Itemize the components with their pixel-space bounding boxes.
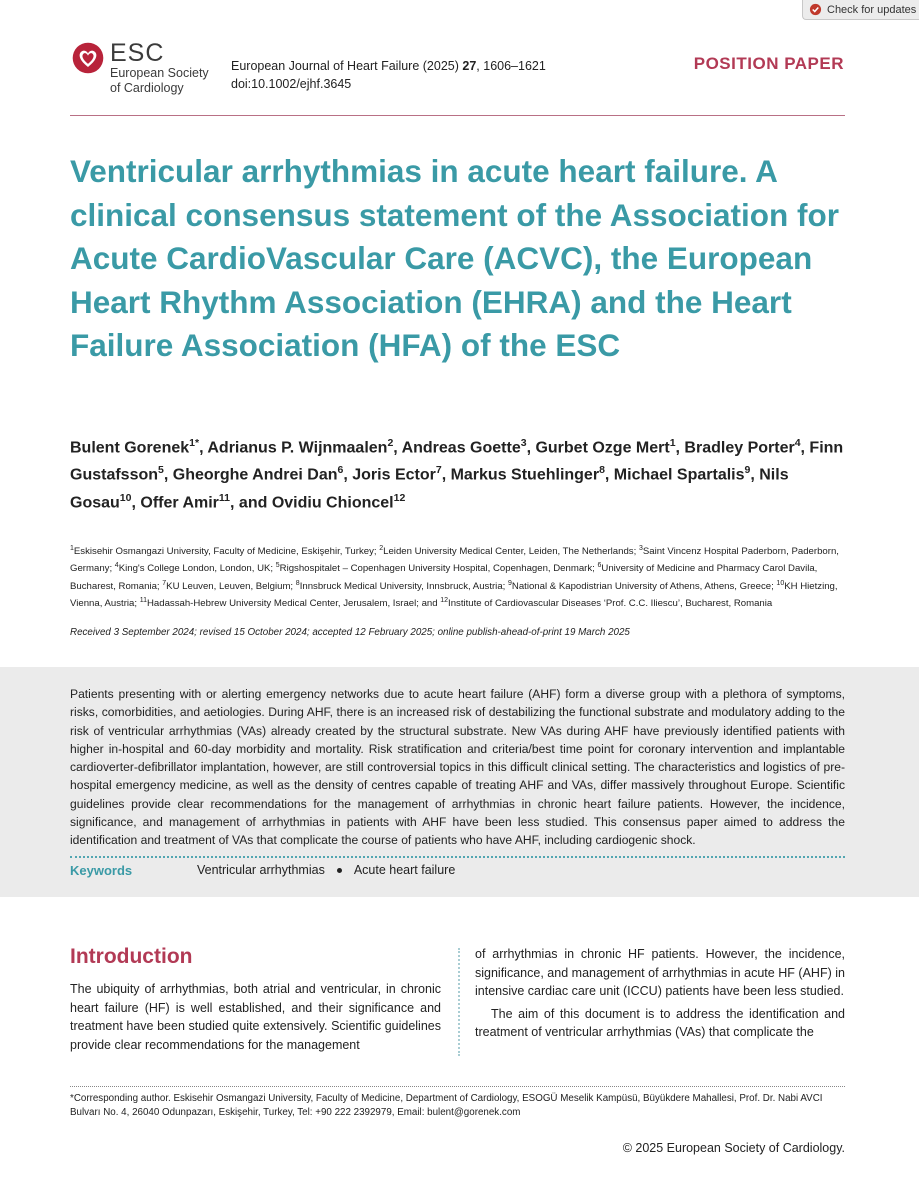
header-divider [70,115,845,116]
journal-name-year: European Journal of Heart Failure (2025) [231,59,463,73]
column-divider [458,948,460,1056]
affiliation-marker: 2 [379,545,384,552]
journal-pages: , 1606–1621 [476,59,546,73]
keyword-item: Ventricular arrhythmias [197,863,325,877]
author-name: Offer Amir [140,493,219,511]
author-affiliation-marker: 1* [189,437,200,449]
author-affiliation-marker: 9 [744,464,751,477]
publication-dates: Received 3 September 2024; revised 15 October 2024; accepted 12 February 2025; online publish-ahead-of-print 19 March 2025 [70,627,630,638]
abstract-text: Patients presenting with or alerting emergency networks due to acute heart failure (AHF) form a diverse group with a plethora of symptoms, risks, comorbidities, and aetiologies. During AHF, there is an increased risk of destabilizing the functional substrate and modulatory adding to the risk of ventricular arrhythmias (VAs) already created by the structural substrate. New VAs during AHF have previously identified patients with higher in-hospital and 60-day morbidity and mortality. Risk stratification and criteria/best time point for coronary intervention and implantable cardioverter-defibrillator implantation, however, are still controversial topics in this difficult clinical setting. The characteristics and logistics of pre-hospital emergency medicine, as well as the density of centres capable of treating AHF and VAs, differ massively throughout Europe. Scientific guidelines provide clear recommendations for the management of arrhythmias in chronic heart failure patients. However, the incidence, significance, and management of arrhythmias in patients with AHF have been less studied. This consensus paper aimed to address the identification and treatment of VAs that complicate the course of patients who have AHF, including cardiogenic shock. [70,687,845,848]
author-name: Adrianus P. Wijnmaalen [207,439,388,457]
author-name: Gurbet Ozge Mert [535,439,670,457]
affiliation-marker: 3 [638,545,643,552]
keywords-list [197,863,455,877]
author-affiliation-marker: 7 [435,464,442,477]
affiliation-marker: 4 [114,562,119,570]
author-affiliation-marker: 6 [337,464,344,477]
affiliations [70,542,850,612]
bullet-separator-icon [337,868,342,873]
author-affiliation-marker: 11 [218,491,231,504]
keyword-item: Acute heart failure [353,863,456,877]
author-affiliation-marker: 5 [158,464,164,477]
affiliation-text: University of Medicine and Pharmacy Carol Davila, Bucharest, Romania; [70,563,818,592]
affiliation-marker: 7 [162,579,167,587]
heart-logo-icon [70,40,106,76]
author-list: Bulent Gorenek$^{1*}$, Adrianus P. Wijnmaalen$^2$, Andreas Goette$^3$, Gurbet Ozge Mert$^1$, Bradley Porter$^4$, Finn Gustafsson$^5$, Gheorghe Andrei Dan$^6$, Joris Ector$^7$, Markus Stuehlinger$^8$, Michael Spartalis$^9$, Nils Gosau$^{10}$, Offer Amir$^{11}$, and Ovidiu Chioncel$^{12}$ [70,437,844,511]
introduction-heading: Introduction [70,945,193,968]
affiliation-text: Leiden University Medical Center, Leiden, The Netherlands; [383,546,639,558]
author-affiliation-marker: 10 [119,491,132,504]
introduction-left-column [70,980,441,1054]
author-name: Joris Ector [352,466,436,484]
affiliation-text: Rigshospitalet – Copenhagen University Hospital, Copenhagen, Denmark; [279,563,598,575]
footnote-divider [70,1086,845,1087]
journal-doi: doi:10.1002/ejhf.3645 [231,77,352,91]
introduction-right-column [475,945,845,1042]
paper-type-label: POSITION PAPER [693,54,844,73]
logo-abbreviation: ESC [110,39,165,67]
affiliation-marker: 5 [275,562,280,570]
paper-title: Ventricular arrhythmias in acute heart failure. A clinical consensus statement of the Association for Acute CardioVascular Care (ACVC), the European Heart Rhythm Association (EHRA) and the Heart Failure Association (HFA) of the ESC [70,153,840,363]
author-name: Nils Gosau [70,466,789,511]
keywords-label: Keywords [70,863,133,878]
affiliation-text: Institute of Cardiovascular Diseases ‘Prof. C.C. Iliescu’, Bucharest, Romania [448,598,773,610]
check-for-updates-label: Check for updates [827,3,917,16]
check-for-updates-button[interactable] [802,0,919,20]
affiliation-marker: 12 [440,597,449,605]
affiliation-marker: 9 [508,579,512,587]
affiliation-marker: 6 [597,562,602,570]
logo-name-line-2: of Cardiology [110,81,184,95]
author-name: Ovidiu Chioncel [271,493,394,511]
logo-name-line-1: European Society [110,66,209,80]
affiliation-text: KH Hietzing, Vienna, Austria; [70,580,838,610]
author-name: Markus Stuehlinger [450,466,600,484]
author-name: Michael Spartalis [613,466,745,484]
author-affiliation-marker: 2 [387,437,394,449]
author-name: Gheorghe Andrei Dan [172,466,338,484]
abstract-divider [70,856,845,858]
author-affiliation-marker: 8 [599,464,605,477]
affiliation-marker: 8 [295,579,300,587]
journal-citation [231,57,546,93]
journal-volume: 27 [462,59,477,73]
affiliation-text: Eskisehir Osmangazi University, Faculty of Medicine, Eskişehir, Turkey; [73,546,380,558]
author-name: Bradley Porter [684,439,795,457]
corresponding-author-footnote: *Corresponding author. Eskisehir Osmangazi University, Faculty of Medicine, Department of Cardiology, ESOGÜ Meselik Kampüsü, Büyükdere Mahallesi, Prof. Dr. Nabi AVCI Bulvarı No. 4, 26040 Odunpazarı, Eskişehir, Turkey, Tel: +90 222 2392979, Email: bulent@gorenek.com [70,1093,823,1118]
author-affiliation-marker: 3 [520,437,527,449]
affiliation-marker: 10 [776,579,785,587]
copyright-notice: © 2025 European Society of Cardiology. [622,1141,845,1155]
affiliation-text: Hadassah-Hebrew University Medical Center, Jerusalem, Israel; and [146,598,441,610]
affiliation-text: KU Leuven, Leuven, Belgium; [166,580,296,592]
affiliation-text: Innsbruck Medical University, Innsbruck, Austria; [299,580,508,592]
introduction-paragraph: The ubiquity of arrhythmias, both atrial and ventricular, in chronic heart failure (HF) is well established, and their significance and treatment have been studied quite extensively. Scientific guidelines provide clear recommendations for the management [70,982,441,1052]
check-updates-icon [809,3,822,16]
affiliation-marker: 1 [70,545,74,552]
author-affiliation-marker: 1 [669,437,676,449]
author-name: Bulent Gorenek [70,439,190,457]
introduction-paragraph: The aim of this document is to address the identification and treatment of ventricular arrhythmias (VAs) that complicate the [475,1006,845,1040]
affiliation-text: King's College London, London, UK; [118,563,276,575]
author-name: Finn Gustafsson [70,439,844,484]
introduction-paragraph: of arrhythmias in chronic HF patients. However, the incidence, significance, and management of arrhythmias in acute HF (AHF) in intensive cardiac care unit (ICCU) patients have been less studied. [475,947,845,999]
author-affiliation-marker: 12 [393,491,406,504]
affiliation-marker: 11 [139,597,147,605]
author-name: Andreas Goette [401,439,521,457]
affiliation-text: National & Kapodistrian University of Athens, Athens, Greece; [511,580,777,592]
esc-logo [70,40,209,96]
affiliation-text: Saint Vincenz Hospital Paderborn, Paderborn, Germany; [70,546,839,575]
author-affiliation-marker: 4 [794,437,801,449]
